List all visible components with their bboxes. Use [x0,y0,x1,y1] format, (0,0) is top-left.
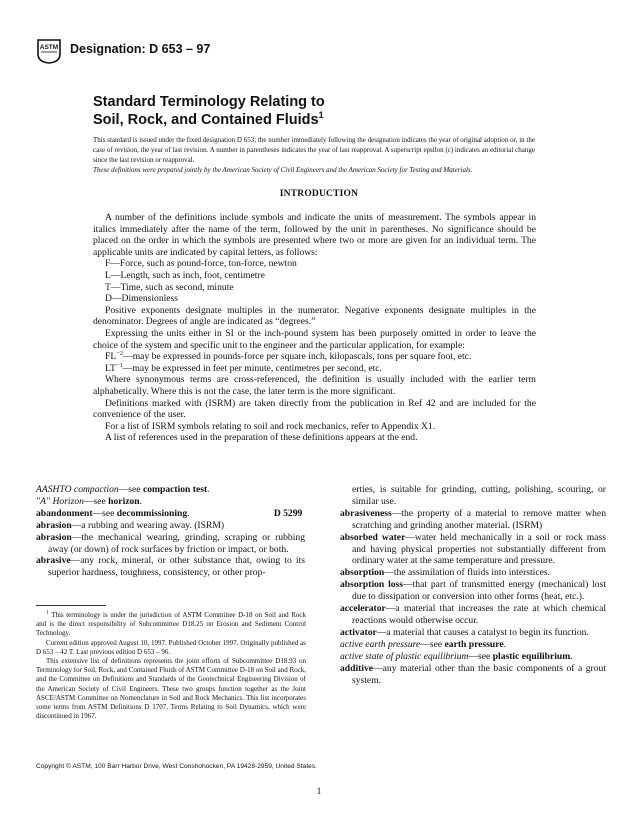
footnote: This extensive list of definitions represents the joint efforts of Subcommittee D18.93 on Terminology for Soil, Rock, and Contained Fluids of ASTM Committee D-18 on Soil and Rock, and the Committee on Definitions and Standards of the Geotechnical Engineering Division of the American Society of Civil Engineers. These two groups function together as the Joint ASCE/ASTM Committee on Nomenclature in Soil and Rock Mechanics. This list incorporates some terms from ASTM Definitions D 1707, Terms Relating to Soil Dynamics, which were discontinued in 1967. [36,657,306,721]
title-line-1: Standard Terminology Relating to [93,94,325,110]
title-footnote-mark: 1 [318,110,324,121]
intro-paragraph: A list of references used in the preparation of these definitions appears at the end. [105,432,418,444]
term-entry: abrasion—the mechanical wearing, grinding, scraping or rubbing away (or down) of rock surfaces by friction or impact, or both. [36,531,305,555]
joint-preparation-note: These definitions were prepared jointly by the American Society of Civil Engineers and the American Society for Testing and Materials. [93,166,473,174]
unit-length: L—Length, such as inch, foot, centimetre [105,269,265,281]
introduction-body [93,212,536,444]
intro-paragraph: For a list of ISRM symbols relating to soil and rock mechanics, refer to Appendix X1. [105,420,436,432]
footnote-divider [36,605,106,606]
term-entry-continued: erties, is suitable for grinding, cutting, polishing, scouring, or similar use. [352,484,606,507]
designation: Designation: D 653 – 97 [70,42,211,56]
footnotes [36,611,306,721]
standard-note [93,135,535,175]
unit-time: T—Time, such as second, minute [105,281,234,293]
term-entry: ''A'' Horizon—see horizon. [36,495,143,507]
unit-force: F—Force, such as pound-force, ton-force, newton [105,258,297,270]
term-entry: AASHTO compaction—see compaction test. [36,484,210,495]
copyright-notice: Copyright © ASTM, 100 Barr Harbor Drive, West Conshohocken, PA 19428-2959, United States. [36,763,317,770]
term-entry: abrasive—any rock, mineral, or other substance that, owing to its superior hardness, toughness, consistency, or other prop- [36,555,305,579]
example-force-per-area: $FL^{-2}—may$ be expressed in pounds-force per square inch, kilopascals, tons per square foot, etc. [105,349,472,363]
title-line-2: Soil, Rock, and Contained Fluids$^1$ [93,110,324,128]
footnote: $^1$ This terminology is under the jurisdiction of ASTM Committee D-18 on Soil and Rock and is the direct responsibility of Subcommittee D18.25 on Erosion and Sediment Control Technology. [36,609,306,638]
astm-logo [36,36,62,64]
intro-paragraph: Definitions marked with (ISRM) are taken directly from the publication in Ref 42 and are included for the convenience of the user. [93,397,536,421]
term-entry: activator—a material that causes a catalyst to begin its function. [340,626,589,638]
intro-paragraph: Positive exponents designate multiples in the numerator. Negative exponents designate multiples in the denominator. Degrees of angle are indicated as “degrees.” [93,304,536,328]
document-title [93,93,325,129]
term-entry: abrasiveness—the property of a material to remove matter when scratching and grinding another material. (ISRM) [340,507,606,531]
term-entry: absorption—the assimilation of fluids into interstices. [340,567,550,579]
example-velocity: $LT^{-1}—may$ be expressed in feet per minute, centimetres per second, etc. [105,361,382,374]
term-entry: additive—any material other than the basic components of a grout system. [340,662,606,686]
term-entry: active state of plastic equilibrium—see plastic equilibrium. [340,650,573,662]
intro-paragraph: Expressing the units either in SI or the inch-pound system has been purposely omitted in order to leave the choice of the system and specific unit to the engineer and the particular application, for example: [93,327,536,351]
term-entry: abandonment—see decommissioning. D 5299 [36,508,305,520]
standard-reference: D 5299 [273,507,303,519]
unit-dimensionless: D—Dimensionless [105,293,179,305]
term-entry: active earth pressure—see earth pressure. [340,638,507,650]
intro-paragraph: Where synonymous terms are cross-referenced, the definition is usually included with the earlier term alphabetically. Where this is not the case, the later term is the more significant. [93,374,536,397]
svg-text:ASTM: ASTM [39,44,59,51]
term-entry: absorption loss—that part of transmitted energy (mechanical) lost due to dissipation or conversion into other forms (heat, etc.). [340,579,607,603]
terms-column-right [340,484,606,686]
term-entry: abrasion—a rubbing and wearing away. (ISRM) [36,519,225,531]
standard-issue-note: This standard is issued under the fixed designation D 653; the number immediately following the designation indicates the year of original adoption or, in the case of revision, the year of last revision. A number in parentheses indicates the year of last reapproval. A superscript epsilon (ε) indicates an editorial change since the last revision or reapproval. [93,136,535,164]
introduction-heading: INTRODUCTION [279,189,359,199]
intro-paragraph: A number of the definitions include symbols and indicate the units of measurement. The symbols appear in italics immediately after the name of the term, followed by the unit in parentheses. No significance should be placed on the order in which the symbols are presented where two or more are given for an individual term. The applicable units are indicated by capital letters, as follows: [93,212,536,258]
terms-column-left [36,484,305,579]
term-entry: absorbed water—water held mechanically in a soil or rock mass and having physical properties not substantially different from ordinary water at the same temperature and pressure. [340,531,606,567]
footnote: Current edition approved August 10, 1997. Published October 1997. Originally published as D 653 – 42 T. Last previous edition D 653 – 96. [36,638,306,656]
page-number: 1 [316,787,322,797]
term-entry: accelerator—a material that increases the rate at which chemical reactions would otherwise occur. [340,603,606,626]
